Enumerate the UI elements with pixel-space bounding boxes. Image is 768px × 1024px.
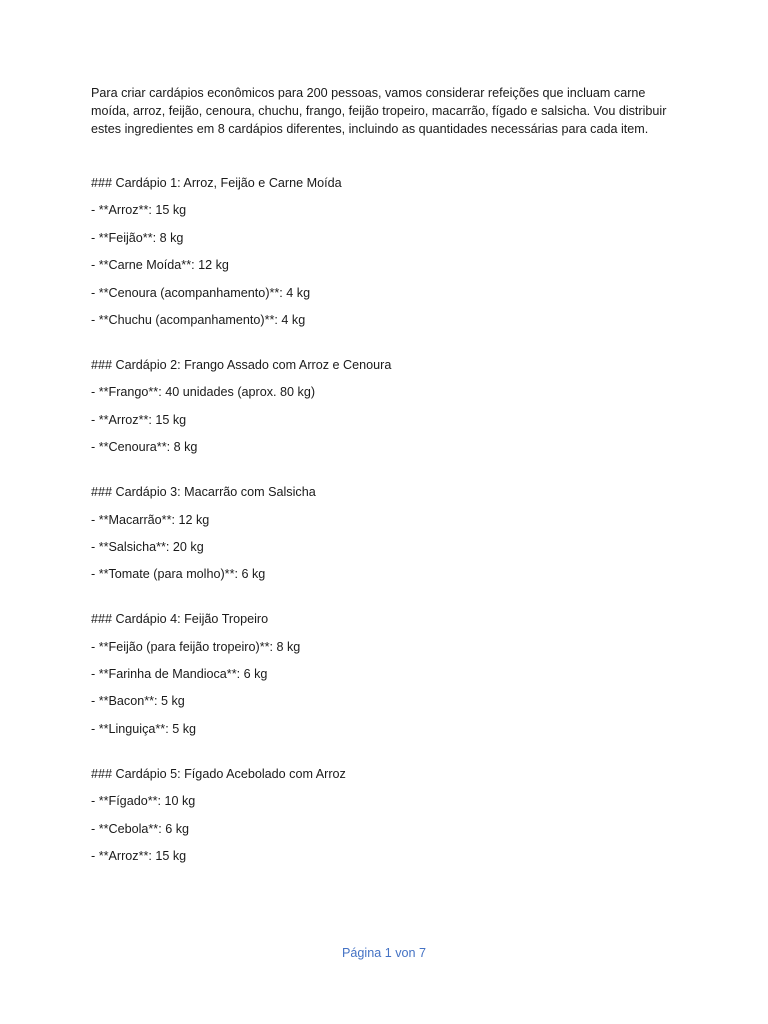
menu-section [91,610,671,738]
ingredient-item: - **Salsicha**: 20 kg [91,539,204,554]
ingredient-item: - **Linguiça**: 5 kg [91,721,197,736]
intro-paragraph: Para criar cardápios econômicos para 200 pessoas, vamos considerar refeições que incluam carne moída, arroz, feijão, cenoura, chuchu, frango, feijão tropeiro, macarrão, fígado e salsicha. Vou distribuir estes ingredientes em 8 cardápios diferentes, incluindo as quantidades necessárias para cada item. [91,86,667,136]
ingredient-item: - **Feijão**: 8 kg [91,230,184,245]
page-footer: Página 1 von 7 [341,946,427,960]
ingredient-item: - **Cebola**: 6 kg [91,821,190,836]
section-heading: ### Cardápio 4: Feijão Tropeiro [91,612,269,627]
menu-section [91,483,671,583]
ingredient-item: - **Cenoura (acompanhamento)**: 4 kg [91,285,311,300]
ingredient-item: - **Farinha de Mandioca**: 6 kg [91,667,268,682]
ingredient-item: - **Frango**: 40 unidades (aprox. 80 kg) [91,385,316,400]
ingredient-item: - **Cenoura**: 8 kg [91,440,198,455]
ingredient-item: - **Fígado**: 10 kg [91,794,196,809]
document-body [91,84,671,892]
menu-section [91,765,671,865]
ingredient-item: - **Chuchu (acompanhamento)**: 4 kg [91,312,306,327]
section-heading: ### Cardápio 3: Macarrão com Salsicha [91,485,316,500]
menu-section [91,174,671,329]
ingredient-item: - **Tomate (para molho)**: 6 kg [91,567,266,582]
section-heading: ### Cardápio 5: Fígado Acebolado com Arroz [91,766,346,781]
section-heading: ### Cardápio 2: Frango Assado com Arroz e Cenoura [91,357,392,372]
menu-section [91,356,671,456]
ingredient-item: - **Carne Moída**: 12 kg [91,258,229,273]
ingredient-item: - **Arroz**: 15 kg [91,203,187,218]
ingredient-item: - **Bacon**: 5 kg [91,694,185,709]
ingredient-item: - **Arroz**: 15 kg [91,412,187,427]
section-heading: ### Cardápio 1: Arroz, Feijão e Carne Moída [91,176,342,190]
ingredient-item: - **Arroz**: 15 kg [91,849,187,864]
ingredient-item: - **Feijão (para feijão tropeiro)**: 8 kg [91,639,301,654]
menu-sections [91,174,671,865]
ingredient-item: - **Macarrão**: 12 kg [91,512,210,527]
